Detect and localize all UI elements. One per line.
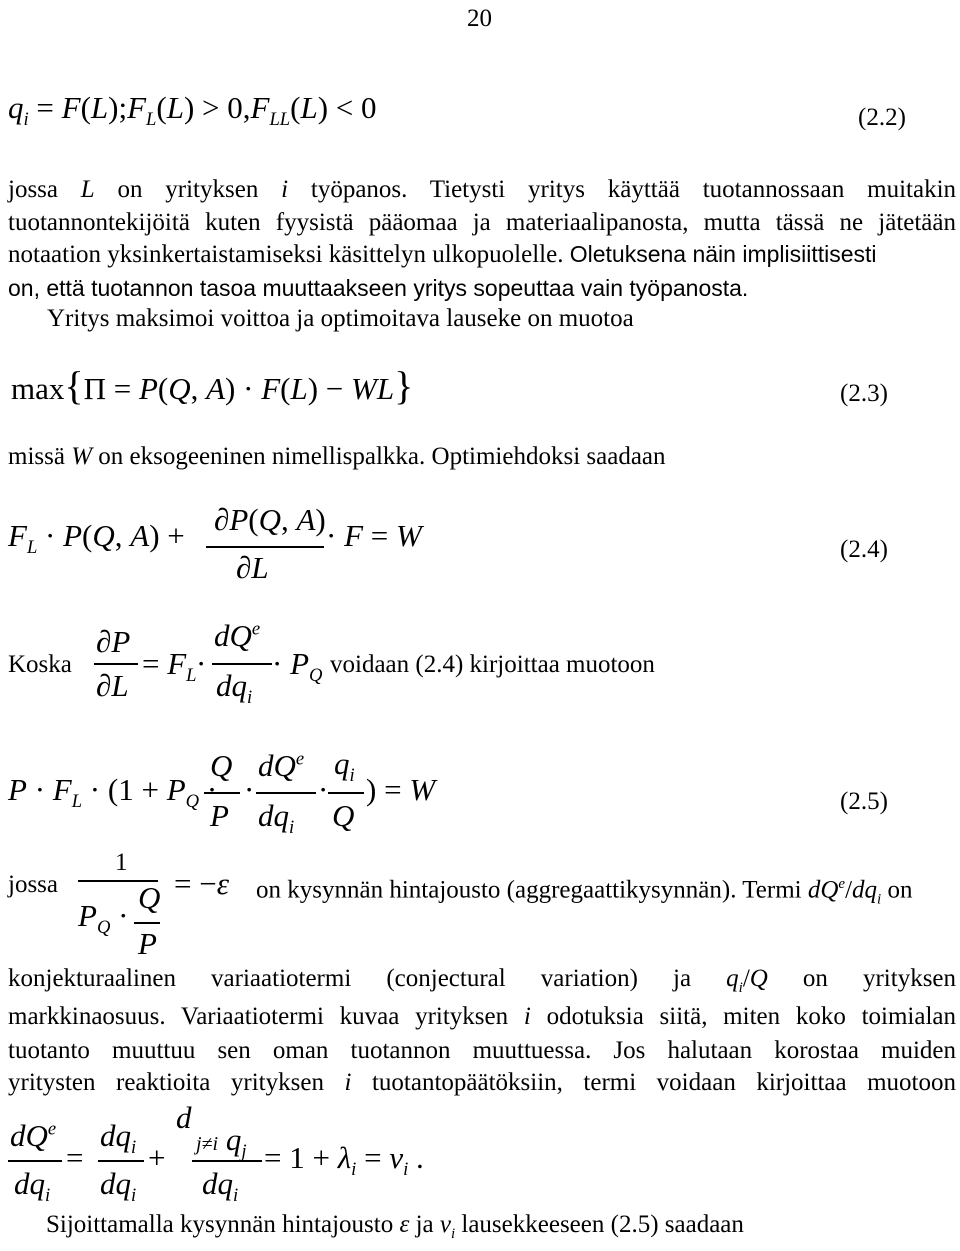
equation-number-2-3: (2.3) [840,380,888,407]
eq25-q: Q [210,748,233,783]
paragraph-line: konjekturaalinen variaatiotermi (conjectural variation) ja $q_i/Q$ on yrityksen [8,965,957,996]
fraction-bar [8,1160,62,1162]
koska-dqe: $dQ^e$ [214,618,261,653]
fraction-bar [204,792,240,794]
eq25-rhs: ) = W [366,772,436,807]
final-eq-sumq: j≠i $q_j$ [196,1122,247,1163]
equation-2-4-rhs: · F = W [326,518,422,553]
fraction-bar [328,792,364,794]
final-eq-dqi: $dq_i$ [14,1166,51,1207]
paragraph-line: Sijoittamalla kysynnän hintajousto ε ja $v_i$ lausekkeeseen (2.5) saadaan [46,1211,744,1242]
equation-number-2-2: (2.2) [858,104,906,131]
elast-P: P [138,926,157,961]
paragraph-line: markkinaosuus. Variaatiotermi kuvaa yrityksen i odotuksia siitä, miten koko toimialan [8,1003,957,1030]
equation-2-2: $q_i$ = $F(L);F_L(L) > 0,F_{LL}(L) < 0$ [8,90,377,131]
eq25-p: P [210,798,229,833]
equation-2-5-lhs: $P \cdot F_L \cdot (1 + P_Q$ · [8,772,218,813]
paragraph-line: tuotanto muuttuu sen oman tuotannon muuttuessa. Jos halutaan korostaa muiden [8,1037,956,1064]
fraction-bar [192,1160,262,1162]
final-eq-dqe: $dQ^e$ [10,1118,57,1153]
paragraph-line: jossa L on yrityksen i työpanos. Tietysti yritys käyttää tuotannossaan muitakin [8,176,957,203]
koska-tail: voidaan (2.4) kirjoittaa muotoon [330,651,655,678]
fraction-bar [206,546,324,548]
final-eq-rhs: = $1 + \lambda_i = v_i$ . [264,1140,424,1181]
final-eq-dqi2: $dq_i$ [100,1118,137,1159]
koska-dp: ∂P [96,624,131,659]
fraction-bar [94,663,138,665]
koska-eq: = $F_L$ [142,646,197,687]
page-number: 20 [467,5,492,32]
equation-2-4: $F_L \cdot P(Q$, A) + [8,518,185,559]
elast-Q: Q [138,880,161,915]
final-eq-d: d [176,1100,192,1135]
elast-eq: = −ε [174,866,229,901]
paragraph-line: Yritys maksimoi voittoa ja optimoitava lauseke on muotoa [47,305,634,332]
koska-dl: ∂L [96,668,129,703]
koska-dqi: $dq_i$ [216,668,253,709]
elast-pq: $P_Q$ · [78,898,129,939]
paragraph-line: yritysten reaktioita yrityksen i tuotantopäätöksiin, termi voidaan kirjoittaa muotoon [8,1069,956,1096]
final-eq-dqi3: $dq_i$ [100,1166,137,1207]
equation-2-4-numerator: ∂P(Q, A) [214,502,326,537]
paragraph-line: on, että tuotannon tasoa muuttaakseen yritys sopeuttaa vain työpanosta. [8,275,749,301]
fraction-bar [98,1160,144,1162]
equation-2-3: max{Π = P(Q, A) · F(L) − WL} [11,363,414,408]
equation-number-2-5: (2.5) [840,788,888,815]
final-eq-plus: + [148,1140,166,1175]
paragraph-line: missä W on eksogeeninen nimellispalkka. Optimiehdoksi saadaan [8,443,666,470]
final-eq-dqi4: $dq_i$ [202,1166,239,1207]
paragraph-line: notaation yksinkertaistamiseksi käsittelyn ulkopuolelle. Oletuksena näin implisiittisesti [8,241,877,268]
jossa-label: jossa [8,871,58,898]
eq25-Q: Q [332,798,355,833]
koska-label: Koska [8,651,72,678]
koska-pq: · [196,646,207,681]
fraction-bar [212,663,272,665]
eq25-dot1: · [244,772,255,807]
eq25-dot2: · [318,772,329,807]
elast-num: 1 [115,849,128,876]
final-eq-eq1: = [66,1140,84,1175]
equation-2-4-denominator: ∂L [236,550,269,585]
eq25-dqi: $dq_i$ [258,798,295,839]
jossa-tail: on kysynnän hintajousto (aggregaattikysynnän). Termi $dQ^e/dq_i$ on [256,876,913,908]
eq25-dqe: $dQ^e$ [258,748,305,783]
eq25-qi: $q_i$ [334,746,355,787]
paragraph-line: tuotannontekijöitä kuten fyysistä pääomaa ja materiaalipanosta, mutta tässä ne jätetään [8,209,956,236]
fraction-bar [134,922,160,924]
equation-number-2-4: (2.4) [840,536,888,563]
fraction-bar [256,792,316,794]
koska-pq2: · $P_Q$ [272,646,323,687]
